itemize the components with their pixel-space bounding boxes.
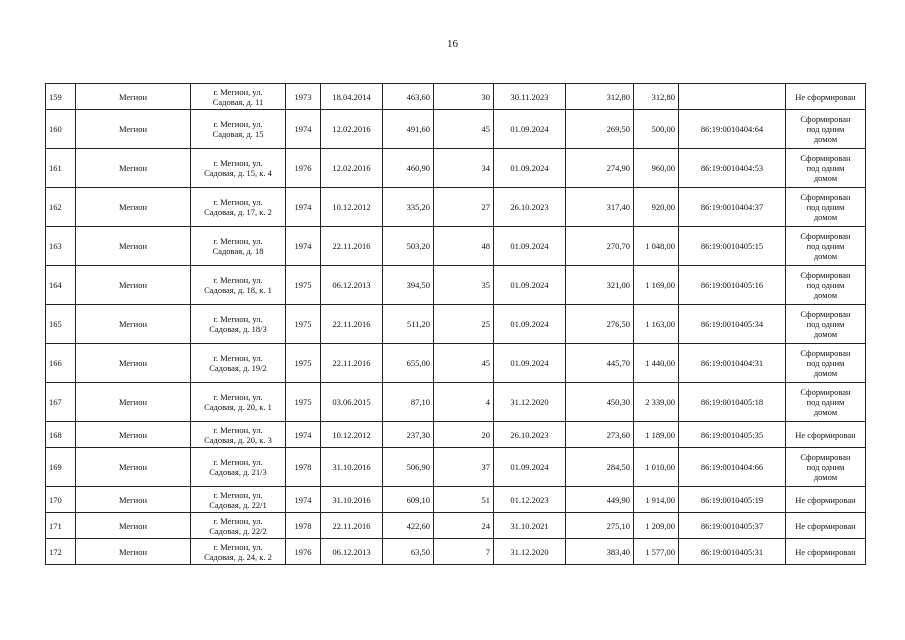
deadline-date-cell: 01.09.2024 <box>494 266 566 305</box>
row-number-cell: 164 <box>46 266 76 305</box>
status-line: под одним <box>806 124 845 134</box>
inclusion-date-cell: 22.11.2016 <box>321 227 383 266</box>
inclusion-date-cell: 22.11.2016 <box>321 513 383 539</box>
address-cell <box>191 448 286 487</box>
inclusion-date-cell: 31.10.2016 <box>321 487 383 513</box>
deadline-date-cell: 31.12.2020 <box>494 539 566 565</box>
status-line: Сформирован <box>800 192 851 202</box>
inclusion-date-cell: 10.12.2012 <box>321 188 383 227</box>
address-line: г. Мегион, ул. <box>213 197 263 207</box>
table-row <box>46 188 866 227</box>
inclusion-date-cell: 31.10.2016 <box>321 448 383 487</box>
value-one-cell: 270,70 <box>566 227 634 266</box>
deadline-date-cell: 01.09.2024 <box>494 227 566 266</box>
status-line: под одним <box>806 358 845 368</box>
status-line: Сформирован <box>800 309 851 319</box>
table-row <box>46 305 866 344</box>
year-built-cell: 1975 <box>286 266 321 305</box>
address-line: Садовая, д. 18 <box>212 246 264 256</box>
value-two-cell: 920,00 <box>634 188 679 227</box>
value-one-cell: 321,00 <box>566 266 634 305</box>
value-two-cell: 960,00 <box>634 149 679 188</box>
area-cell: 511,20 <box>383 305 434 344</box>
year-built-cell: 1975 <box>286 344 321 383</box>
deadline-date-cell: 01.09.2024 <box>494 305 566 344</box>
deadline-date-cell: 01.09.2024 <box>494 149 566 188</box>
status-line: Сформирован <box>800 270 851 280</box>
address-line: Садовая, д. 18, к. 1 <box>204 285 272 295</box>
value-two-cell: 312,80 <box>634 84 679 110</box>
cadastral-number-cell: 86:19:0010405:15 <box>679 227 786 266</box>
status-line: Не сформирован <box>795 429 856 440</box>
address-line: Садовая, д. 20, к. 1 <box>204 402 272 412</box>
value-one-cell: 317,40 <box>566 188 634 227</box>
city-cell: Мегион <box>76 539 191 565</box>
status-cell <box>786 266 866 305</box>
status-line: под одним <box>806 163 845 173</box>
area-cell: 237,30 <box>383 422 434 448</box>
year-built-cell: 1974 <box>286 227 321 266</box>
row-number-cell: 168 <box>46 422 76 448</box>
address-line: Садовая, д. 19/2 <box>209 363 267 373</box>
status-cell <box>786 110 866 149</box>
status-line: Не сформирован <box>795 91 856 102</box>
area-cell: 394,50 <box>383 266 434 305</box>
address-cell <box>191 149 286 188</box>
status-line: под одним <box>806 241 845 251</box>
city-cell: Мегион <box>76 383 191 422</box>
year-built-cell: 1974 <box>286 188 321 227</box>
status-line: домом <box>813 290 838 300</box>
address-line: г. Мегион, ул. <box>213 457 263 467</box>
housing-registry-table <box>45 83 866 565</box>
address-line: Садовая, д. 22/1 <box>209 499 267 510</box>
cadastral-number-cell: 86:19:0010404:31 <box>679 344 786 383</box>
city-cell: Мегион <box>76 448 191 487</box>
value-two-cell: 1 189,00 <box>634 422 679 448</box>
table-row <box>46 266 866 305</box>
table-row <box>46 344 866 383</box>
address-line: г. Мегион, ул. <box>213 119 263 129</box>
inclusion-date-cell: 18.04.2014 <box>321 84 383 110</box>
cadastral-number-cell: 86:19:0010405:18 <box>679 383 786 422</box>
area-cell: 506,90 <box>383 448 434 487</box>
status-cell <box>786 227 866 266</box>
value-one-cell: 269,50 <box>566 110 634 149</box>
deadline-date-cell: 01.09.2024 <box>494 110 566 149</box>
cadastral-number-cell <box>679 84 786 110</box>
quantity-cell: 25 <box>434 305 494 344</box>
cadastral-number-cell: 86:19:0010405:34 <box>679 305 786 344</box>
deadline-date-cell: 31.12.2020 <box>494 383 566 422</box>
status-line: Не сформирован <box>795 520 856 531</box>
address-line: г. Мегион, ул. <box>213 392 263 402</box>
area-cell: 463,60 <box>383 84 434 110</box>
status-line: Сформирован <box>800 452 851 462</box>
table-row <box>46 383 866 422</box>
status-cell <box>786 383 866 422</box>
cadastral-number-cell: 86:19:0010404:37 <box>679 188 786 227</box>
status-cell <box>786 422 866 448</box>
status-line: домом <box>813 251 838 261</box>
address-line: г. Мегион, ул. <box>213 353 263 363</box>
year-built-cell: 1976 <box>286 539 321 565</box>
deadline-date-cell: 01.09.2024 <box>494 448 566 487</box>
row-number-cell: 167 <box>46 383 76 422</box>
quantity-cell: 34 <box>434 149 494 188</box>
deadline-date-cell: 26.10.2023 <box>494 188 566 227</box>
status-line: под одним <box>806 319 845 329</box>
cadastral-number-cell: 86:19:0010404:64 <box>679 110 786 149</box>
table-row <box>46 227 866 266</box>
address-line: г. Мегион, ул. <box>213 275 263 285</box>
inclusion-date-cell: 10.12.2012 <box>321 422 383 448</box>
status-line: Сформирован <box>800 153 851 163</box>
address-line: Садовая, д. 21/3 <box>209 467 267 477</box>
value-one-cell: 449,90 <box>566 487 634 513</box>
quantity-cell: 20 <box>434 422 494 448</box>
year-built-cell: 1978 <box>286 448 321 487</box>
cadastral-number-cell: 86:19:0010405:37 <box>679 513 786 539</box>
quantity-cell: 4 <box>434 383 494 422</box>
table-row <box>46 110 866 149</box>
status-cell <box>786 188 866 227</box>
row-number-cell: 159 <box>46 84 76 110</box>
year-built-cell: 1974 <box>286 110 321 149</box>
value-one-cell: 445,70 <box>566 344 634 383</box>
area-cell: 655,00 <box>383 344 434 383</box>
row-number-cell: 170 <box>46 487 76 513</box>
deadline-date-cell: 01.12.2023 <box>494 487 566 513</box>
row-number-cell: 161 <box>46 149 76 188</box>
status-cell <box>786 448 866 487</box>
address-cell <box>191 84 286 110</box>
table-row <box>46 448 866 487</box>
status-cell <box>786 84 866 110</box>
status-cell <box>786 344 866 383</box>
area-cell: 491,60 <box>383 110 434 149</box>
status-line: под одним <box>806 462 845 472</box>
address-cell <box>191 383 286 422</box>
status-cell <box>786 305 866 344</box>
address-line: г. Мегион, ул. <box>213 314 263 324</box>
inclusion-date-cell: 03.06.2015 <box>321 383 383 422</box>
address-line: г. Мегион, ул. <box>213 86 263 97</box>
row-number-cell: 162 <box>46 188 76 227</box>
address-cell <box>191 188 286 227</box>
quantity-cell: 45 <box>434 344 494 383</box>
inclusion-date-cell: 06.12.2013 <box>321 266 383 305</box>
status-line: под одним <box>806 397 845 407</box>
quantity-cell: 37 <box>434 448 494 487</box>
year-built-cell: 1974 <box>286 487 321 513</box>
area-cell: 87,10 <box>383 383 434 422</box>
status-cell <box>786 513 866 539</box>
area-cell: 609,10 <box>383 487 434 513</box>
quantity-cell: 45 <box>434 110 494 149</box>
quantity-cell: 24 <box>434 513 494 539</box>
address-line: г. Мегион, ул. <box>213 236 263 246</box>
value-one-cell: 274,90 <box>566 149 634 188</box>
year-built-cell: 1973 <box>286 84 321 110</box>
deadline-date-cell: 31.10.2021 <box>494 513 566 539</box>
city-cell: Мегион <box>76 422 191 448</box>
address-line: Садовая, д. 20, к. 3 <box>204 434 272 445</box>
table-row <box>46 149 866 188</box>
quantity-cell: 51 <box>434 487 494 513</box>
status-line: домом <box>813 173 838 183</box>
address-cell <box>191 539 286 565</box>
table-row <box>46 487 866 513</box>
deadline-date-cell: 01.09.2024 <box>494 344 566 383</box>
table-row <box>46 513 866 539</box>
row-number-cell: 160 <box>46 110 76 149</box>
city-cell: Мегион <box>76 84 191 110</box>
status-cell <box>786 539 866 565</box>
value-two-cell: 1 169,00 <box>634 266 679 305</box>
value-two-cell: 2 339,00 <box>634 383 679 422</box>
address-line: г. Мегион, ул. <box>213 541 263 552</box>
cadastral-number-cell: 86:19:0010404:53 <box>679 149 786 188</box>
row-number-cell: 166 <box>46 344 76 383</box>
area-cell: 503,20 <box>383 227 434 266</box>
address-cell <box>191 422 286 448</box>
status-line: домом <box>813 134 838 144</box>
quantity-cell: 27 <box>434 188 494 227</box>
city-cell: Мегион <box>76 149 191 188</box>
quantity-cell: 48 <box>434 227 494 266</box>
row-number-cell: 169 <box>46 448 76 487</box>
status-line: домом <box>813 368 838 378</box>
address-cell <box>191 110 286 149</box>
address-line: г. Мегион, ул. <box>213 515 263 526</box>
row-number-cell: 172 <box>46 539 76 565</box>
city-cell: Мегион <box>76 227 191 266</box>
cadastral-number-cell: 86:19:0010404:66 <box>679 448 786 487</box>
value-two-cell: 1 163,00 <box>634 305 679 344</box>
inclusion-date-cell: 06.12.2013 <box>321 539 383 565</box>
deadline-date-cell: 30.11.2023 <box>494 84 566 110</box>
status-line: домом <box>813 329 838 339</box>
value-one-cell: 450,30 <box>566 383 634 422</box>
address-line: Садовая, д. 15 <box>212 129 264 139</box>
table-row <box>46 422 866 448</box>
row-number-cell: 165 <box>46 305 76 344</box>
year-built-cell: 1976 <box>286 149 321 188</box>
table-row <box>46 84 866 110</box>
status-line: Сформирован <box>800 348 851 358</box>
status-line: домом <box>813 212 838 222</box>
inclusion-date-cell: 12.02.2016 <box>321 110 383 149</box>
inclusion-date-cell: 22.11.2016 <box>321 344 383 383</box>
address-line: Садовая, д. 22/2 <box>209 525 267 536</box>
value-two-cell: 1 914,00 <box>634 487 679 513</box>
status-line: Не сформирован <box>795 494 856 505</box>
year-built-cell: 1975 <box>286 305 321 344</box>
value-one-cell: 383,40 <box>566 539 634 565</box>
row-number-cell: 163 <box>46 227 76 266</box>
value-two-cell: 1 010,00 <box>634 448 679 487</box>
status-line: Сформирован <box>800 114 851 124</box>
quantity-cell: 35 <box>434 266 494 305</box>
inclusion-date-cell: 22.11.2016 <box>321 305 383 344</box>
address-cell <box>191 227 286 266</box>
page-number: 16 <box>447 38 458 50</box>
value-two-cell: 1 048,00 <box>634 227 679 266</box>
cadastral-number-cell: 86:19:0010405:35 <box>679 422 786 448</box>
value-two-cell: 500,00 <box>634 110 679 149</box>
city-cell: Мегион <box>76 344 191 383</box>
area-cell: 422,60 <box>383 513 434 539</box>
address-cell <box>191 344 286 383</box>
value-one-cell: 276,50 <box>566 305 634 344</box>
city-cell: Мегион <box>76 305 191 344</box>
city-cell: Мегион <box>76 110 191 149</box>
address-line: г. Мегион, ул. <box>213 424 263 435</box>
deadline-date-cell: 26.10.2023 <box>494 422 566 448</box>
inclusion-date-cell: 12.02.2016 <box>321 149 383 188</box>
address-line: Садовая, д. 18/3 <box>209 324 267 334</box>
cadastral-number-cell: 86:19:0010405:31 <box>679 539 786 565</box>
value-one-cell: 273,60 <box>566 422 634 448</box>
city-cell: Мегион <box>76 487 191 513</box>
address-cell <box>191 487 286 513</box>
address-cell <box>191 305 286 344</box>
status-line: под одним <box>806 202 845 212</box>
status-line: домом <box>813 472 838 482</box>
address-line: Садовая, д. 11 <box>212 96 264 107</box>
status-line: Не сформирован <box>795 546 856 557</box>
value-one-cell: 312,80 <box>566 84 634 110</box>
status-cell <box>786 149 866 188</box>
address-line: Садовая, д. 24, к. 2 <box>204 551 272 562</box>
value-two-cell: 1 577,00 <box>634 539 679 565</box>
year-built-cell: 1978 <box>286 513 321 539</box>
cadastral-number-cell: 86:19:0010405:16 <box>679 266 786 305</box>
address-line: г. Мегион, ул. <box>213 489 263 500</box>
address-cell <box>191 513 286 539</box>
address-cell <box>191 266 286 305</box>
area-cell: 335,20 <box>383 188 434 227</box>
value-two-cell: 1 440,00 <box>634 344 679 383</box>
address-line: г. Мегион, ул. <box>213 158 263 168</box>
area-cell: 63,50 <box>383 539 434 565</box>
value-two-cell: 1 209,00 <box>634 513 679 539</box>
address-line: Садовая, д. 15, к. 4 <box>204 168 272 178</box>
value-one-cell: 275,10 <box>566 513 634 539</box>
quantity-cell: 7 <box>434 539 494 565</box>
year-built-cell: 1975 <box>286 383 321 422</box>
table-row <box>46 539 866 565</box>
status-line: под одним <box>806 280 845 290</box>
cadastral-number-cell: 86:19:0010405:19 <box>679 487 786 513</box>
city-cell: Мегион <box>76 188 191 227</box>
city-cell: Мегион <box>76 266 191 305</box>
status-line: домом <box>813 407 838 417</box>
status-line: Сформирован <box>800 387 851 397</box>
value-one-cell: 284,50 <box>566 448 634 487</box>
year-built-cell: 1974 <box>286 422 321 448</box>
area-cell: 460,90 <box>383 149 434 188</box>
row-number-cell: 171 <box>46 513 76 539</box>
quantity-cell: 30 <box>434 84 494 110</box>
status-cell <box>786 487 866 513</box>
status-line: Сформирован <box>800 231 851 241</box>
address-line: Садовая, д. 17, к. 2 <box>204 207 272 217</box>
city-cell: Мегион <box>76 513 191 539</box>
